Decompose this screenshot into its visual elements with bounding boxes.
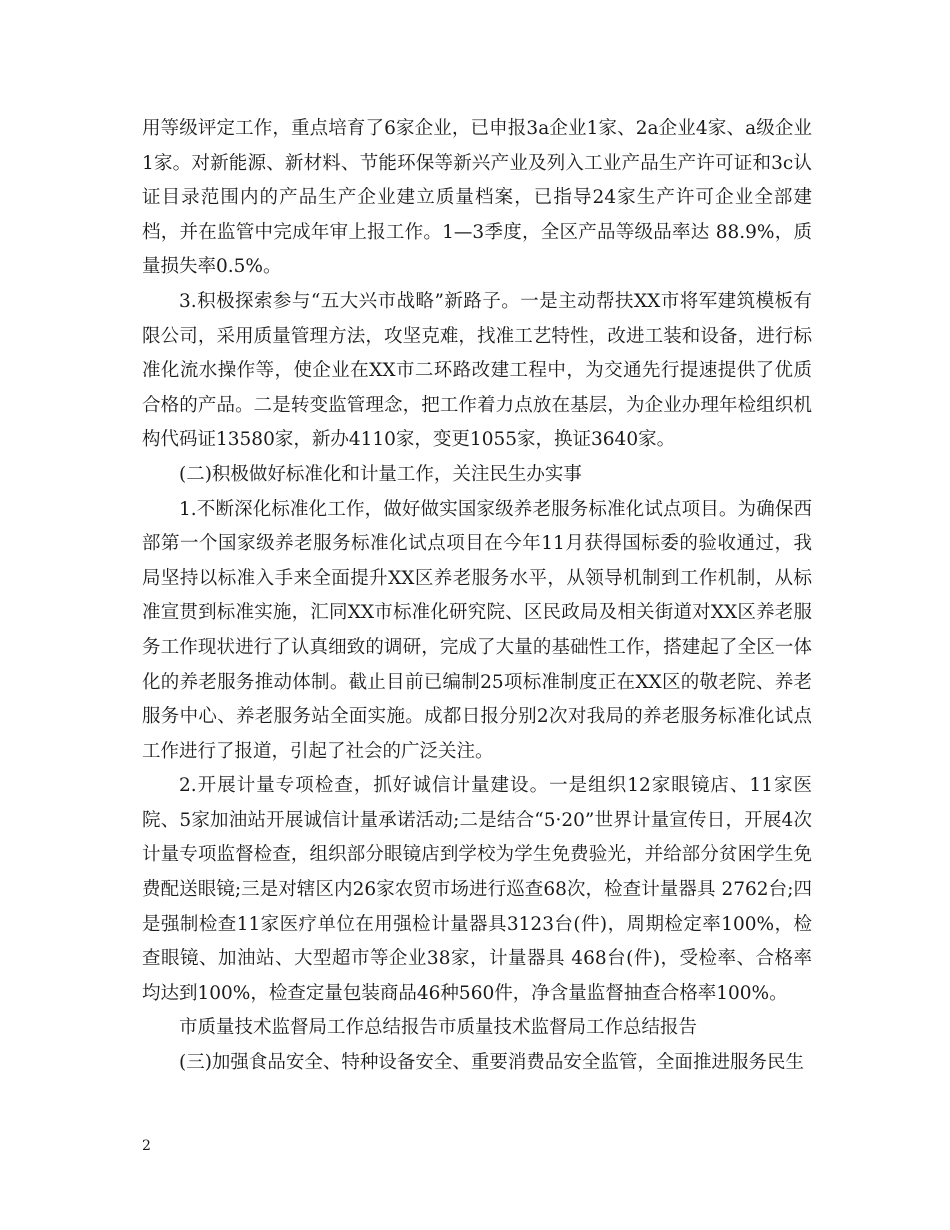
document-body bbox=[142, 112, 812, 1081]
section-heading-standardization: (二)积极做好标准化和计量工作，关注民生办实事 bbox=[179, 463, 582, 485]
paragraph-five-strategies: 3.积极探索参与“五大兴市战略”新路子。一是主动帮扶XX市将军建筑模板有限公司，采用质量管理方法，攻坚克难，找准工艺特性，改进工装和设备，进行标准化流水操作等，使企业在XX市二环路改建工程中，为交通先行提速提供了优质合格的产品。二是转变监管理念，把工作着力点放在基层，为企业办理年检组织机构代码证13580家，新办4110家，变更1055家，换证3640家。 bbox=[142, 290, 812, 451]
page-number: 2 bbox=[142, 1138, 151, 1154]
paragraph-quality-grading: 用等级评定工作，重点培育了6家企业，已申报3a企业1家、2a企业4家、a级企业1家。对新能源、新材料、节能环保等新兴产业及列入工业产品生产许可证和3c认证目录范围内的产品生产企业建立质量档案，已指导24家生产许可企业全部建档，并在监管中完成年审上报工作。1—3季度，全区产品等级品率达 88.9%，质量损失率0.5%。 bbox=[142, 118, 812, 278]
paragraph-report-title: 市质量技术监督局工作总结报告市质量技术监督局工作总结报告 bbox=[179, 1017, 698, 1039]
section-heading-safety: (三)加强食品安全、特种设备安全、重要消费品安全监管，全面推进服务民生 bbox=[179, 1052, 804, 1074]
paragraph-metrology-inspection: 2.开展计量专项检查，抓好诚信计量建设。一是组织12家眼镜店、11家医院、5家加油站开展诚信计量承诺活动;二是结合“5·20”世界计量宣传日，开展4次计量专项监督检查，组织部分眼镜店到学校为学生免费验光，并给部分贫困学生免费配送眼镜;三是对辖区内26家农贸市场进行巡查68次，检查计量器具 2762台;四是强制检查11家医疗单位在用强检计量器具3123台(件)，周期检定率100%，检查眼镜、加油站、大型超市等企业38家，计量器具 468台(件)，受检率、合格率均达到100%，检查定量包装商品46种560件，净含量监督抽查合格率100%。 bbox=[142, 775, 812, 1004]
paragraph-elderly-care-standard: 1.不断深化标准化工作，做好做实国家级养老服务标准化试点项目。为确保西部第一个国家级养老服务标准化试点项目在今年11月获得国标委的验收通过，我局坚持以标准入手来全面提升XX区养老服务水平，从领导机制到工作机制，从标准宣贯到标准实施，汇同XX市标准化研究院、区民政局及相关街道对XX区养老服务工作现状进行了认真细致的调研，完成了大量的基础性工作，搭建起了全区一体化的养老服务推动体制。截止目前已编制25项标准制度正在XX区的敬老院、养老服务中心、养老服务站全面实施。成都日报分别2次对我局的养老服务标准化试点工作进行了报道，引起了社会的广泛关注。 bbox=[142, 498, 812, 762]
